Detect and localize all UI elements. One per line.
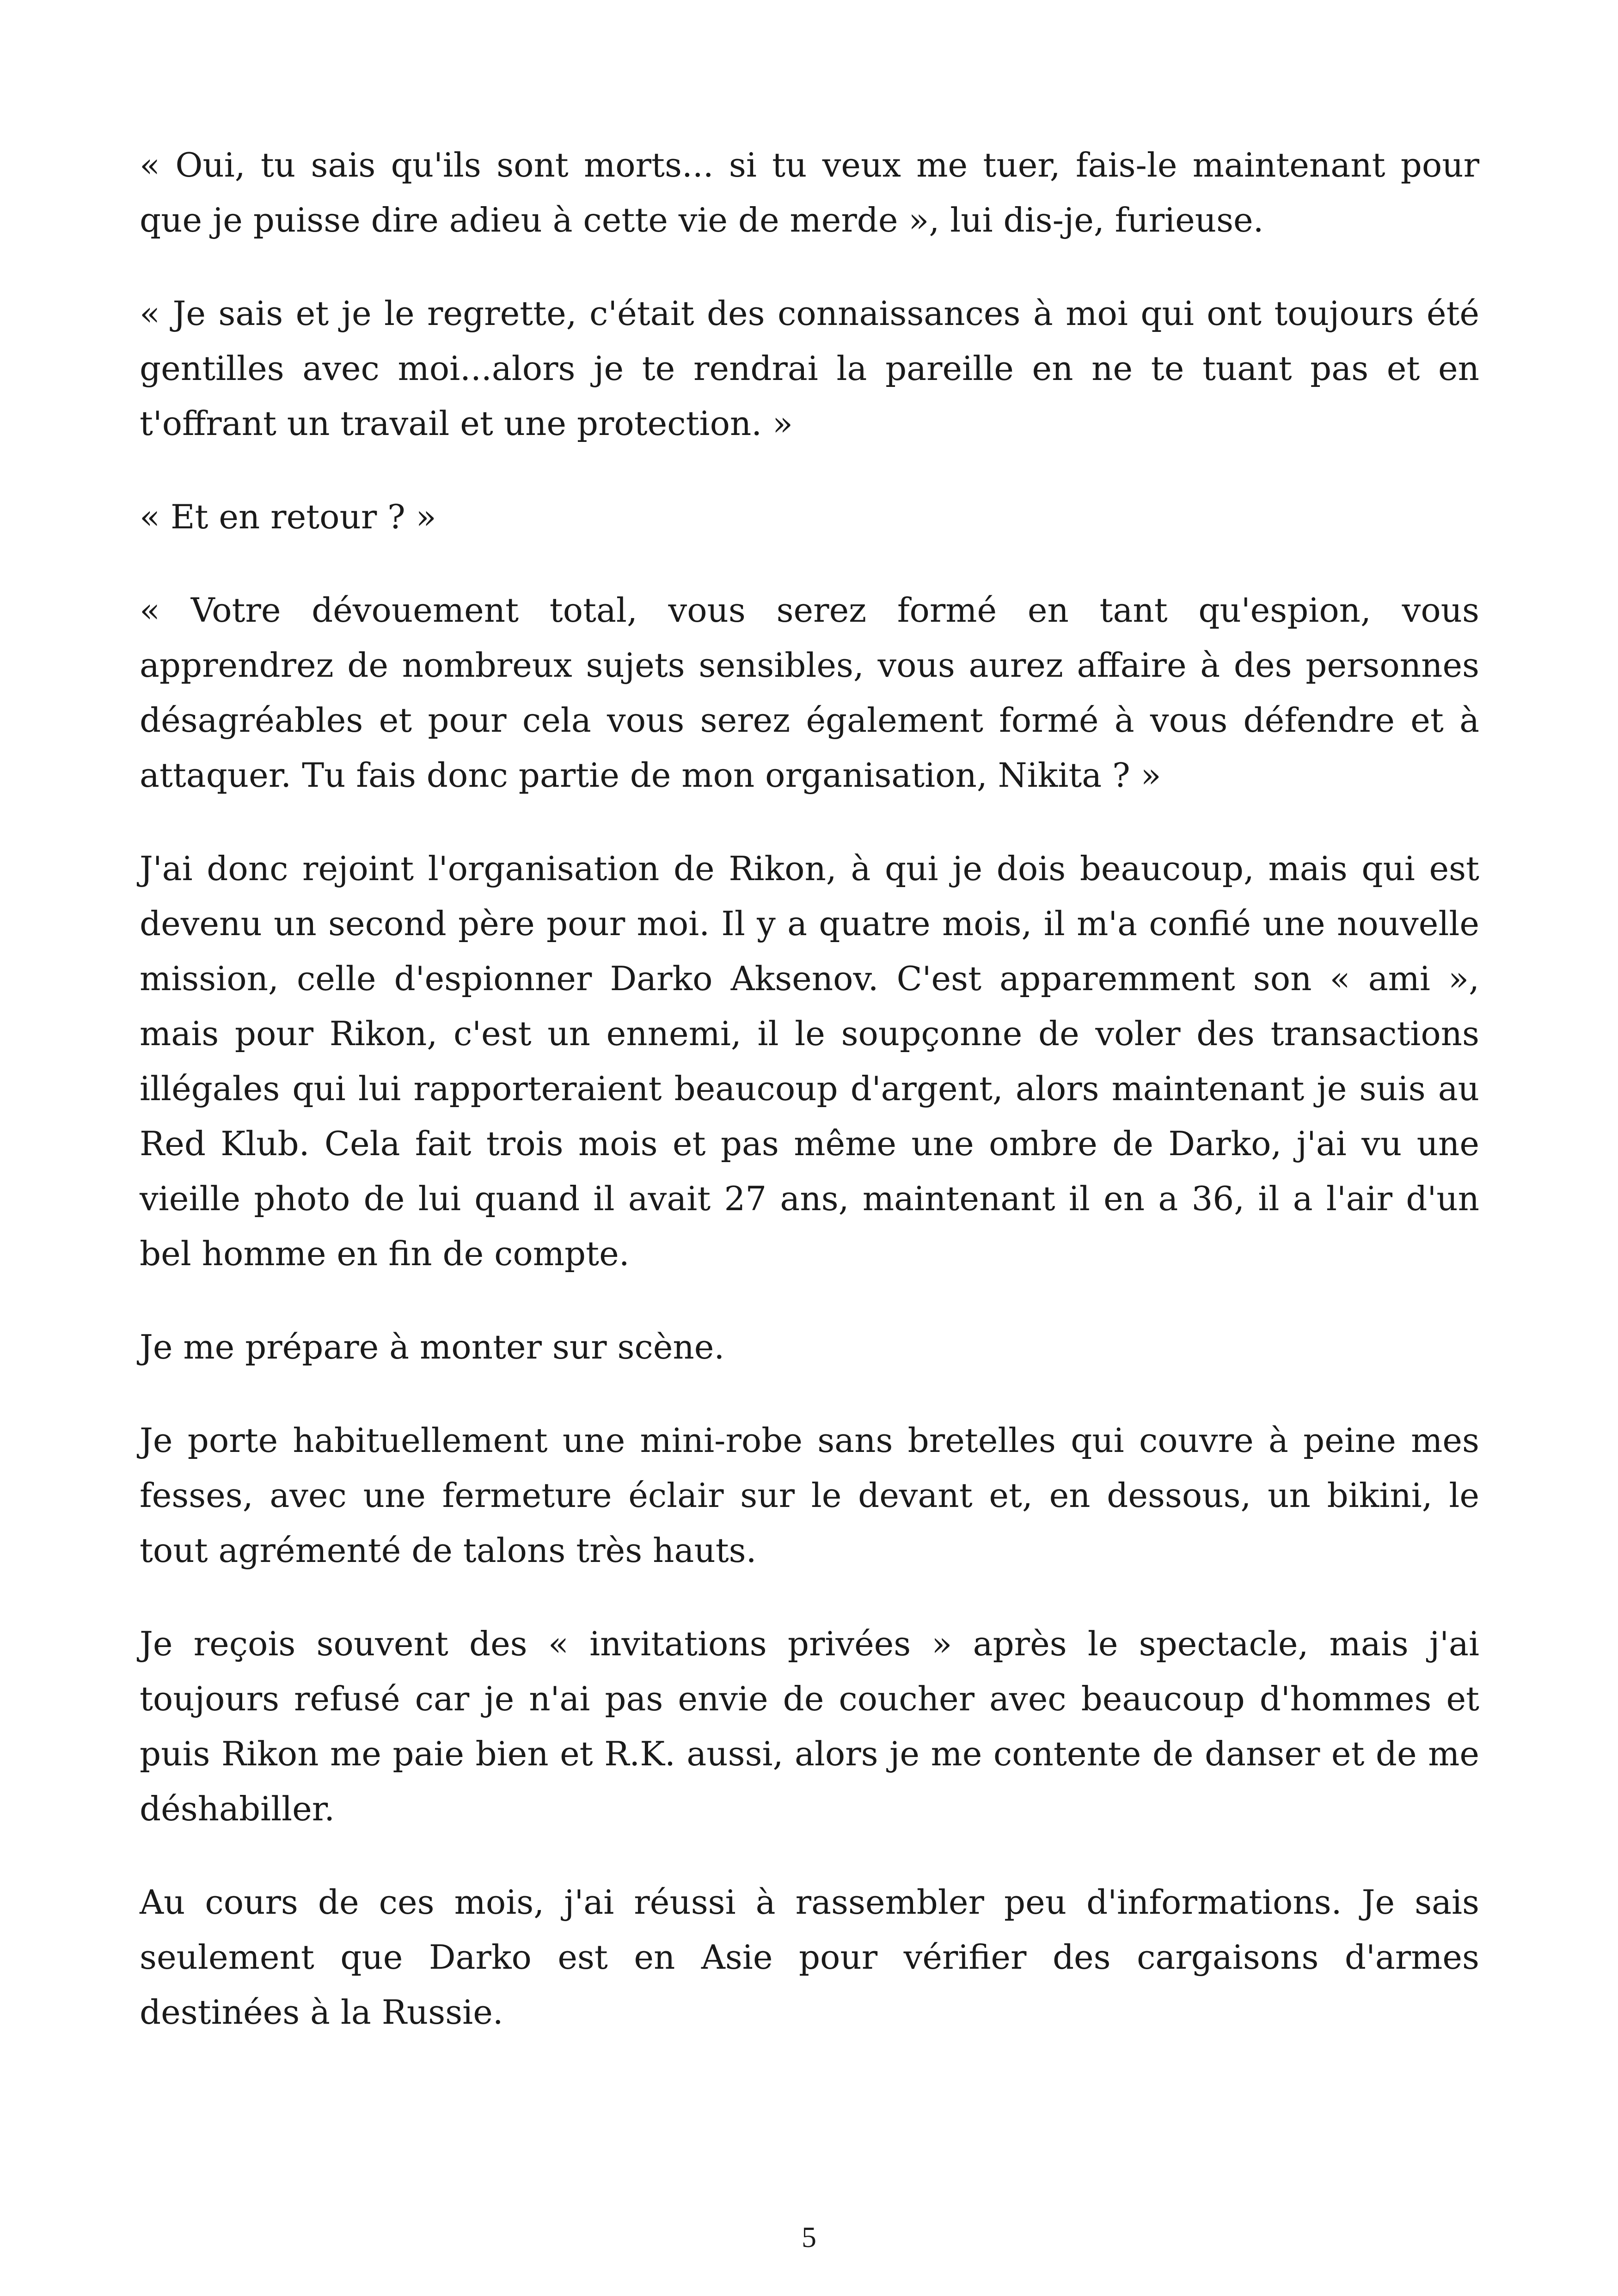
page-number: 5 (802, 2221, 816, 2253)
paragraph-7: Je porte habituellement une mini-robe sans bretelles qui couvre à peine mes fesses, avec une fermeture éclair sur le devant et, en dessous, un bikini, le tout agrémenté de talons très hauts. (140, 1421, 1479, 1570)
paragraph-6: Je me prépare à monter sur scène. (140, 1328, 725, 1366)
paragraph-3: « Et en retour ? » (140, 497, 436, 536)
paragraph-8: Je reçois souvent des « invitations privées » après le spectacle, mais j'ai toujours refusé car je n'ai pas envie de coucher avec beaucoup d'hommes et puis Rikon me paie bien et R.K. aussi, alors je me contente de danser et de me déshabiller. (140, 1624, 1479, 1828)
body-text (140, 138, 1479, 2078)
paragraph-9: Au cours de ces mois, j'ai réussi à rassembler peu d'informations. Je sais seulement que Darko est en Asie pour vérifier des cargaisons d'armes destinées à la Russie. (140, 1883, 1479, 2032)
paragraph-5: J'ai donc rejoint l'organisation de Rikon, à qui je dois beaucoup, mais qui est devenu un second père pour moi. Il y a quatre mois, il m'a confié une nouvelle mission, celle d'espionner Darko Aksenov. C'est apparemment son « ami », mais pour Rikon, c'est un ennemi, il le soupçonne de voler des transactions illégales qui lui rapporteraient beaucoup d'argent, alors maintenant je suis au Red Klub. Cela fait trois mois et pas même une ombre de Darko, j'ai vu une vieille photo de lui quand il avait 27 ans, maintenant il en a 36, il a l'air d'un bel homme en fin de compte. (140, 849, 1479, 1273)
paragraph-1: « Oui, tu sais qu'ils sont morts... si tu veux me tuer, fais-le maintenant pour que je puisse dire adieu à cette vie de merde », lui dis-je, furieuse. (140, 146, 1479, 239)
paragraph-4: « Votre dévouement total, vous serez formé en tant qu'espion, vous apprendrez de nombreux sujets sensibles, vous aurez affaire à des personnes désagréables et pour cela vous serez également formé à vous défendre et à attaquer. Tu fais donc partie de mon organisation, Nikita ? » (140, 591, 1479, 795)
paragraph-2: « Je sais et je le regrette, c'était des connaissances à moi qui ont toujours été gentilles avec moi...alors je te rendrai la pareille en ne te tuant pas et en t'offrant un travail et une protection. » (140, 294, 1479, 443)
